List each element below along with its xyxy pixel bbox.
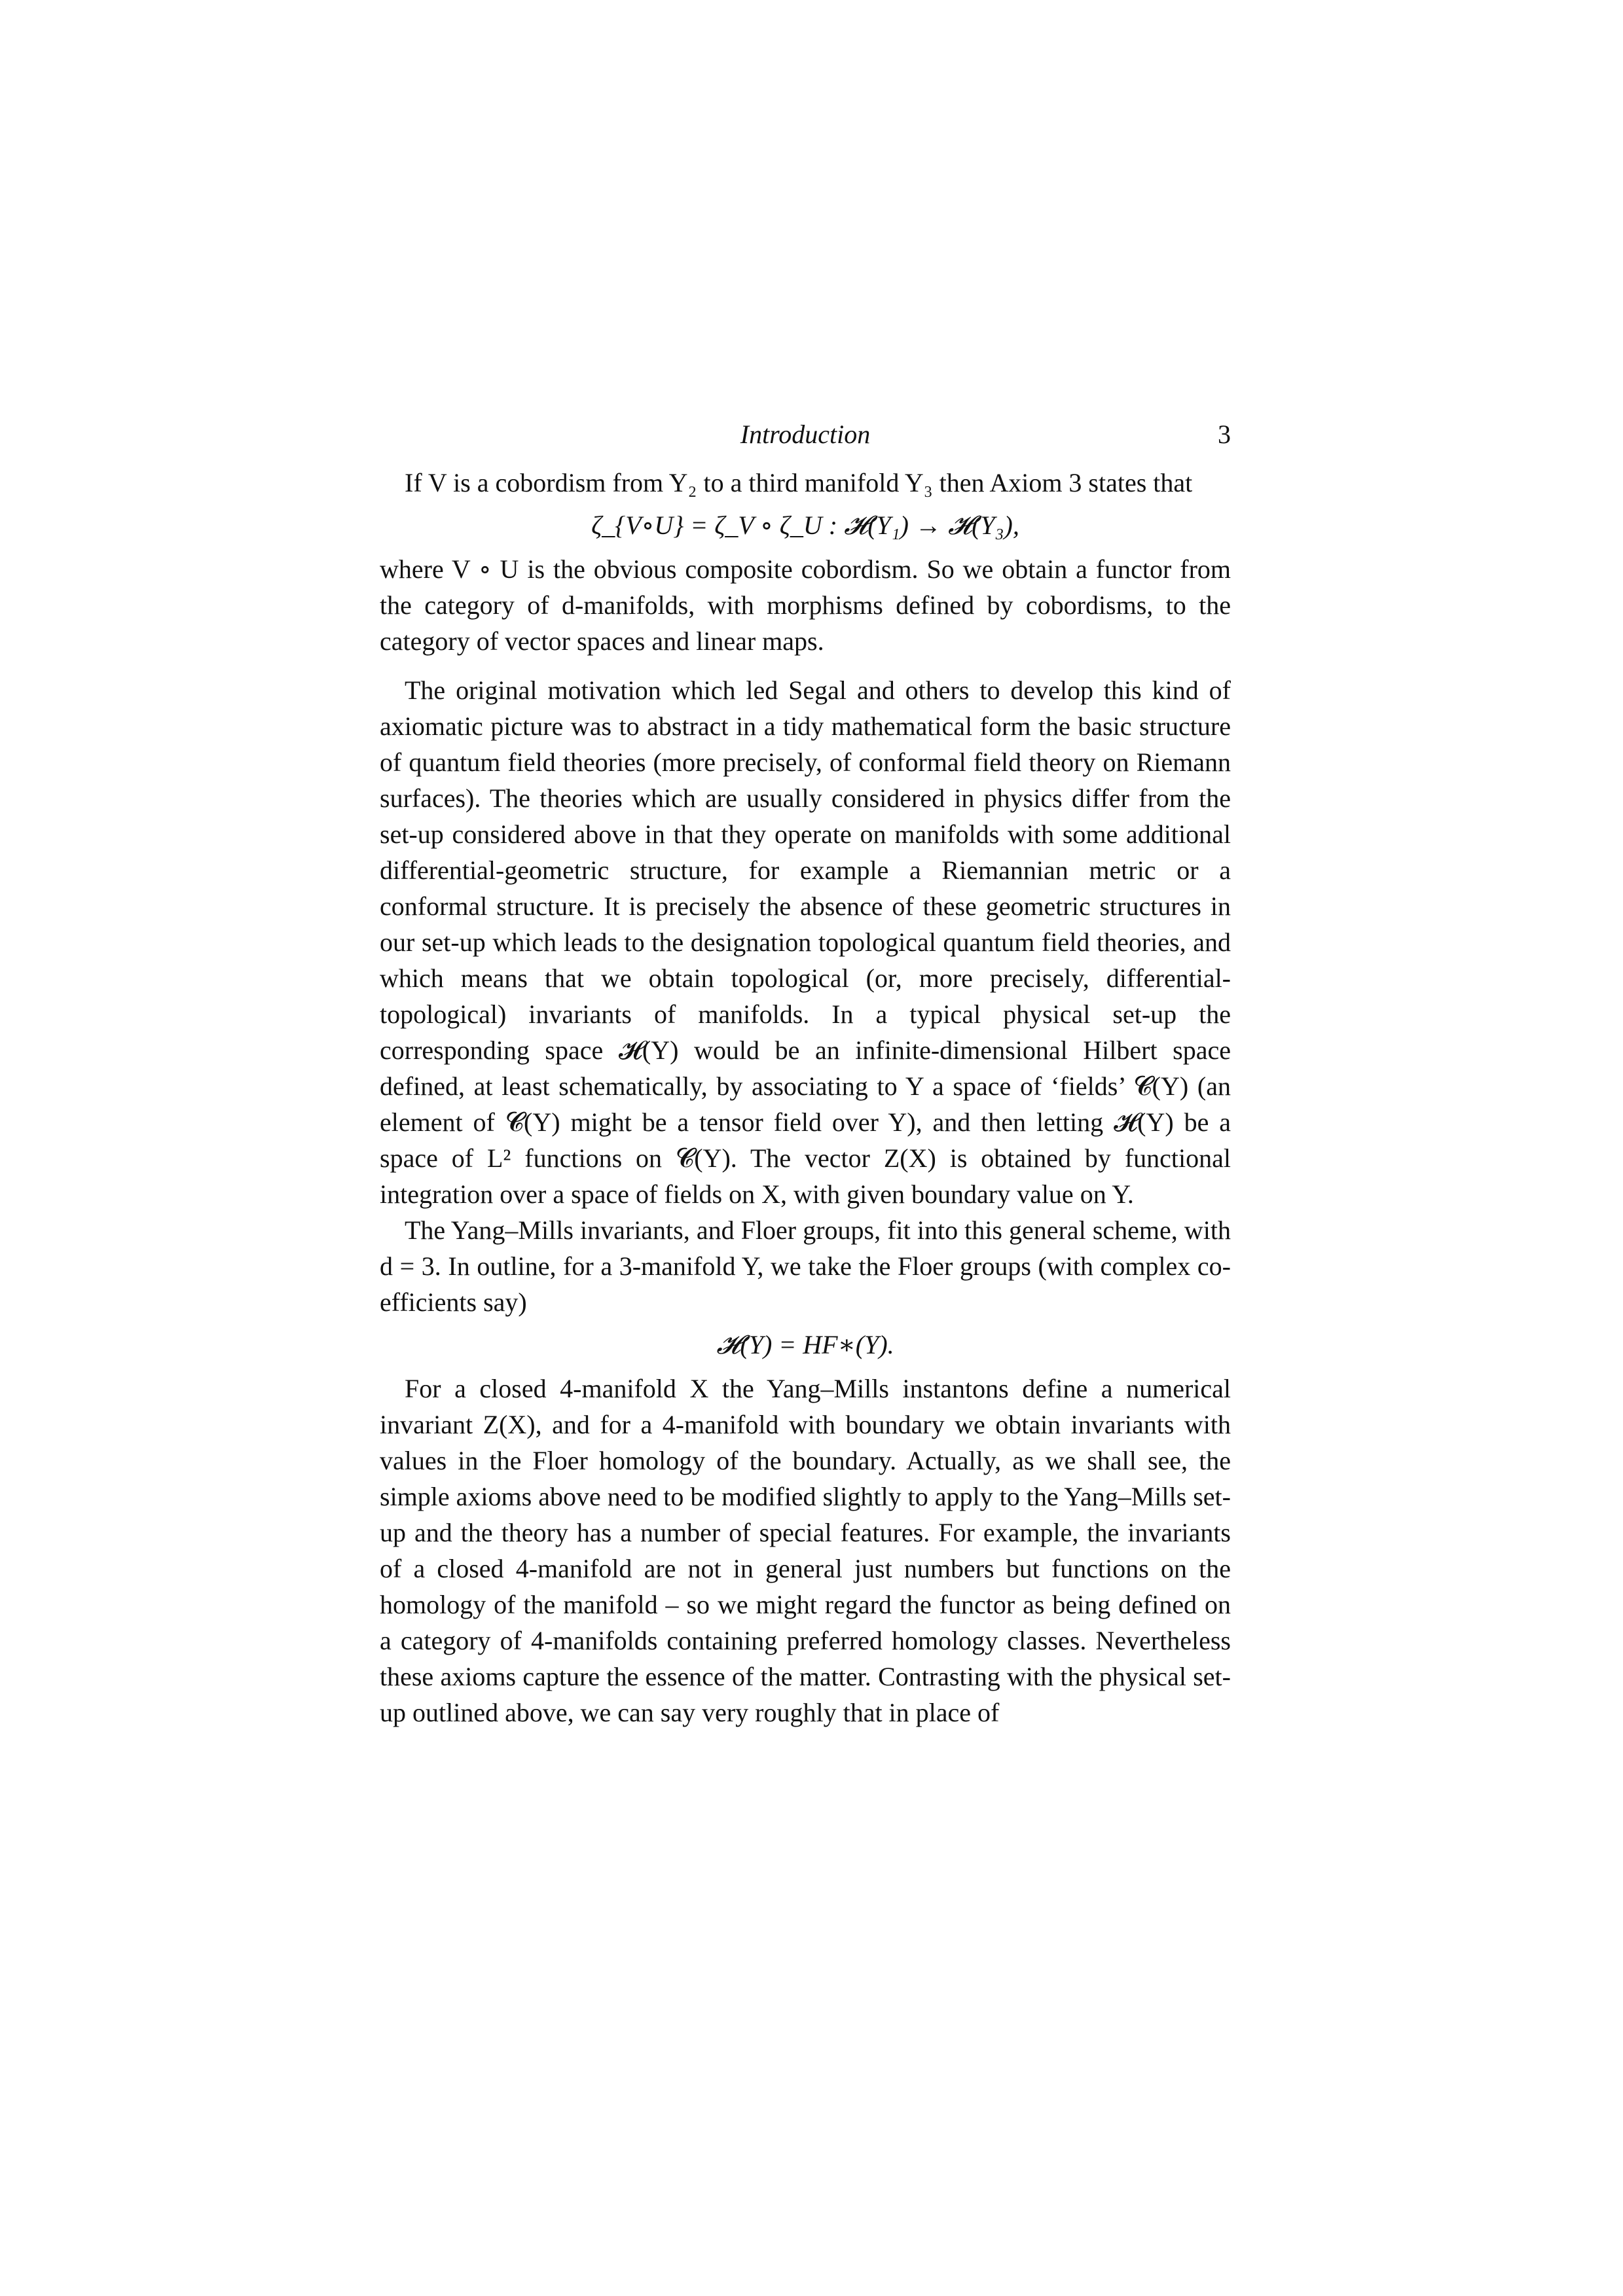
running-head-title: Introduction	[740, 420, 871, 449]
paragraph-3: The original motivation which led Segal and others to develop this kind of axiomatic picture was to abstract in a tidy mathematical form the basic structure of quantum field theories (more precisely, of conformal field theory on Riemann surfaces). The theories which are usually considered in physics differ from the set-up considered above in that they operate on manifolds with some additional differential-geometric structure, for example a Riemannian metric or a conformal structure. It is precisely the absence of these geometric structures in our set-up which leads to the designation topological quantum field theories, and which means that we obtain topological (or, more precisely, differential-topological) invariants of manifolds. In a typical physical set-up the corresponding space 𝓗(Y) would be an infinite-dimensional Hilbert space defined, at least schematically, by associating to Y a space of ‘fields’ 𝓒(Y) (an element of 𝓒(Y) might be a tensor field over Y), and then letting 𝓗(Y) be a space of L² functions on 𝓒(Y). The vector Z(X) is obtained by functional integration over a space of fields on X, with given boundary value on Y.	[380, 675, 1231, 1209]
paragraph-4: The Yang–Mills invariants, and Floer groups, fit into this general scheme, with d = 3. In outline, for a 3-manifold Y, we take the Floer groups (with complex co-efficients say)	[380, 1215, 1231, 1317]
paragraph-5: For a closed 4-manifold X the Yang–Mills instantons define a numerical invariant Z(X), and for a 4-manifold with boundary we obtain invariants with values in the Floer homology of the boundary. Actually, as we shall see, the simple axioms above need to be modified slightly to apply to the Yang–Mills set-up and the theory has a number of special features. For example, the invariants of a closed 4-manifold are not in general just numbers but functions on the homology of the manifold – so we might regard the functor as being defined on a category of 4-manifolds containing preferred homology classes. Nevertheless these axioms capture the essence of the matter. Contrasting with the physical set-up outlined above, we can say very roughly that in place of	[380, 1374, 1231, 1727]
page	[380, 419, 1231, 1731]
equation-floer: 𝓗(Y) = HF∗(Y).	[716, 1330, 894, 1359]
running-head	[380, 419, 1231, 465]
page-number: 3	[1218, 420, 1231, 449]
equation-composition: ζ_{V∘U} = ζ_V ∘ ζ_U : 𝓗(Y₁) → 𝓗(Y₃),	[591, 511, 1019, 540]
paragraph-2: where V ∘ U is the obvious composite cobordism. So we obtain a functor from the category of d-manifolds, with morphisms defined by cobordisms, to the category of vector spaces and linear maps.	[380, 554, 1231, 656]
paragraph-1: If V is a cobordism from Y₂ to a third manifold Y₃ then Axiom 3 states that	[405, 468, 1193, 497]
